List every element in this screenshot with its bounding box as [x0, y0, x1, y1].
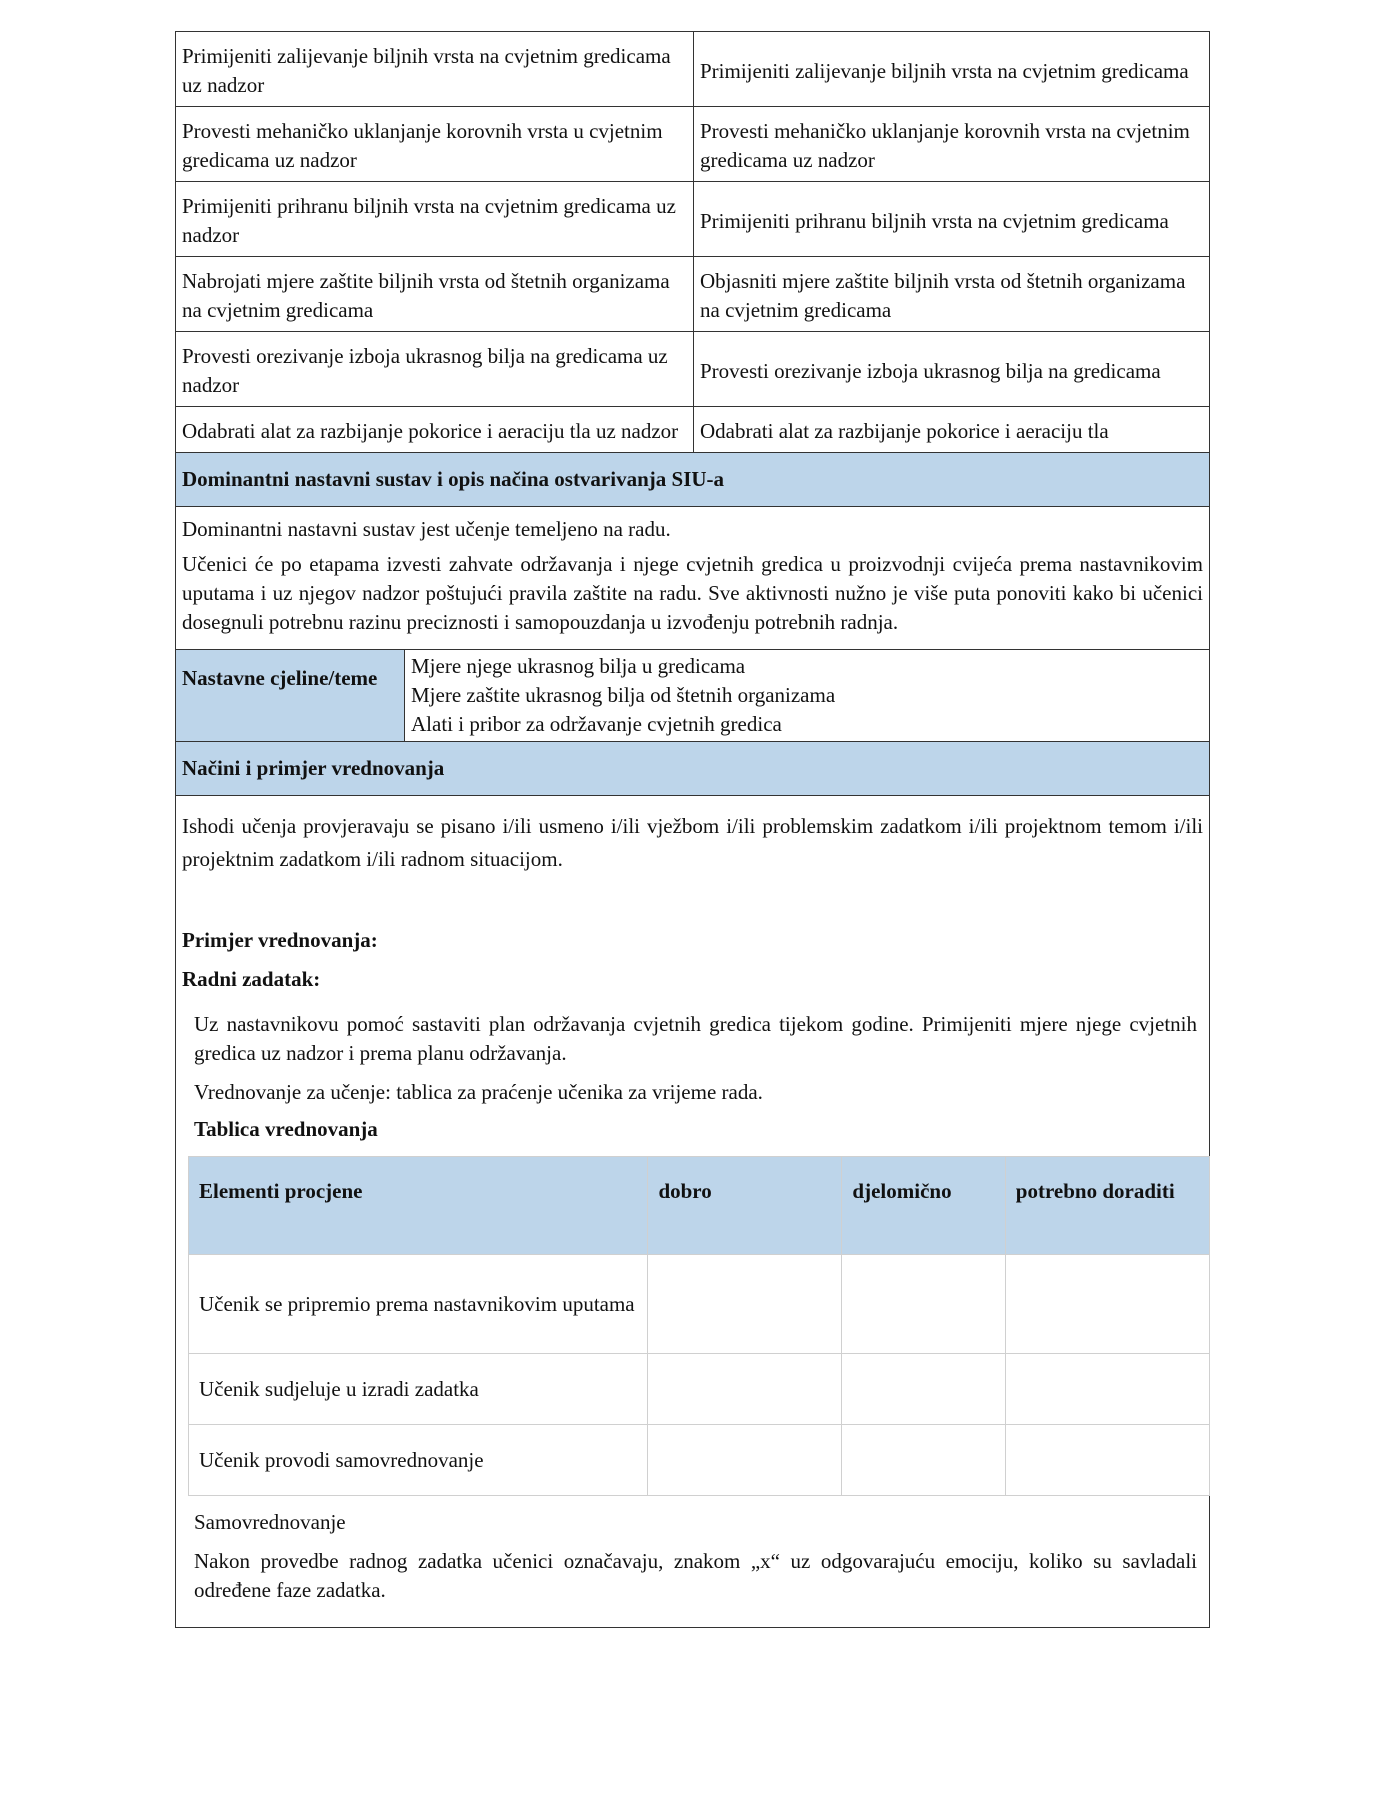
table-header: djelomično	[842, 1157, 1005, 1255]
outcome-right: Primijeniti zalijevanje biljnih vrsta na cvjetnim gredicama	[700, 58, 1189, 83]
table-header: dobro	[648, 1157, 842, 1255]
table-cell	[842, 1255, 1005, 1354]
table-cell	[648, 1354, 842, 1425]
topics-label: Nastavne cjeline/teme	[176, 650, 405, 741]
outcome-row	[176, 107, 1209, 182]
learning-eval-text: Vrednovanje za učenje: tablica za praćenje učenika za vrijeme rada.	[194, 1080, 763, 1104]
self-eval-text: Nakon provedbe radnog zadatka učenici označavaju, znakom „x“ uz odgovarajuću emociju, koliko su savladali određene faze zadatka.	[194, 1549, 1197, 1602]
outcome-right: Provesti orezivanje izboja ukrasnog bilja na gredicama	[700, 358, 1161, 383]
table-cell	[842, 1354, 1005, 1425]
evaluation-table	[188, 1156, 1210, 1496]
evaluation-body	[176, 796, 1209, 1627]
outcome-row	[176, 32, 1209, 107]
table-header: potrebno doraditi	[1005, 1157, 1209, 1255]
topic-item: Alati i pribor za održavanje cvjetnih gredica	[411, 712, 782, 736]
topic-item: Mjere zaštite ukrasnog bilja od štetnih organizama	[411, 683, 836, 707]
evaluation-intro: Ishodi učenja provjeravaju se pisano i/ili usmeno i/ili vježbom i/ili problemskim zadatkom i/ili projektnom temom i/ili projektnim zadatkom i/ili radnom situacijom.	[182, 814, 1203, 871]
outcome-row	[176, 407, 1209, 453]
table-title: Tablica vrednovanja	[194, 1117, 378, 1141]
document-page	[175, 31, 1210, 1628]
outcome-right: Provesti mehaničko uklanjanje korovnih vrsta na cvjetnim gredicama uz nadzor	[700, 119, 1190, 172]
task-text: Uz nastavnikovu pomoć sastaviti plan održavanja cvjetnih gredica tijekom godine. Primijeniti mjere njege cvjetnih gredica uz nadzor i prema planu održavanja.	[194, 1012, 1197, 1065]
table-header: Elementi procjene	[189, 1157, 648, 1255]
outcome-row	[176, 257, 1209, 332]
table-cell	[1005, 1354, 1209, 1425]
task-label: Radni zadatak:	[182, 967, 321, 991]
outcome-right: Objasniti mjere zaštite biljnih vrsta od štetnih organizama na cvjetnim gredicama	[700, 269, 1186, 322]
topics-row	[176, 650, 1209, 742]
table-header-row	[189, 1157, 1210, 1255]
dominant-paragraph: Dominantni nastavni sustav jest učenje temeljeno na radu.	[182, 517, 671, 541]
outcome-left: Provesti orezivanje izboja ukrasnog bilja na gredicama uz nadzor	[176, 332, 694, 406]
outcome-row	[176, 332, 1209, 407]
outcome-left: Primijeniti prihranu biljnih vrsta na cvjetnim gredicama uz nadzor	[176, 182, 694, 256]
table-cell: Učenik sudjeluje u izradi zadatka	[189, 1354, 648, 1425]
outcome-left: Primijeniti zalijevanje biljnih vrsta na cvjetnim gredicama uz nadzor	[176, 32, 694, 106]
topic-item: Mjere njege ukrasnog bilja u gredicama	[411, 654, 746, 678]
outcome-row	[176, 182, 1209, 257]
table-row	[189, 1354, 1210, 1425]
table-cell	[1005, 1425, 1209, 1496]
dominant-system-body	[176, 507, 1209, 650]
topics-list	[405, 650, 1209, 741]
table-cell	[648, 1425, 842, 1496]
dominant-system-heading: Dominantni nastavni sustav i opis načina ostvarivanja SIU-a	[176, 453, 1209, 507]
evaluation-heading: Načini i primjer vrednovanja	[176, 742, 1209, 796]
outcome-left: Provesti mehaničko uklanjanje korovnih vrsta u cvjetnim gredicama uz nadzor	[176, 107, 694, 181]
outcome-left: Nabrojati mjere zaštite biljnih vrsta od štetnih organizama na cvjetnim gredicama	[176, 257, 694, 331]
self-eval-label: Samovrednovanje	[194, 1510, 346, 1534]
outcome-right: Primijeniti prihranu biljnih vrsta na cvjetnim gredicama	[700, 208, 1169, 233]
table-row	[189, 1255, 1210, 1354]
table-row	[189, 1425, 1210, 1496]
table-cell	[648, 1255, 842, 1354]
example-label: Primjer vrednovanja:	[182, 928, 378, 952]
table-cell	[842, 1425, 1005, 1496]
table-cell: Učenik provodi samovrednovanje	[189, 1425, 648, 1496]
dominant-paragraph: Učenici će po etapama izvesti zahvate održavanja i njege cvjetnih gredica u proizvodnji cvijeća prema nastavnikovim uputama i uz njegov nadzor poštujući pravila zaštite na radu. Sve aktivnosti nužno je više puta ponoviti kako bi učenici dosegnuli potrebnu razinu preciznosti i samopouzdanja u izvođenju potrebnih radnja.	[182, 552, 1203, 634]
outcome-left: Odabrati alat za razbijanje pokorice i aeraciju tla uz nadzor	[176, 407, 694, 452]
table-cell: Učenik se pripremio prema nastavnikovim uputama	[189, 1255, 648, 1354]
table-cell	[1005, 1255, 1209, 1354]
outcome-right: Odabrati alat za razbijanje pokorice i aeraciju tla	[700, 419, 1109, 443]
